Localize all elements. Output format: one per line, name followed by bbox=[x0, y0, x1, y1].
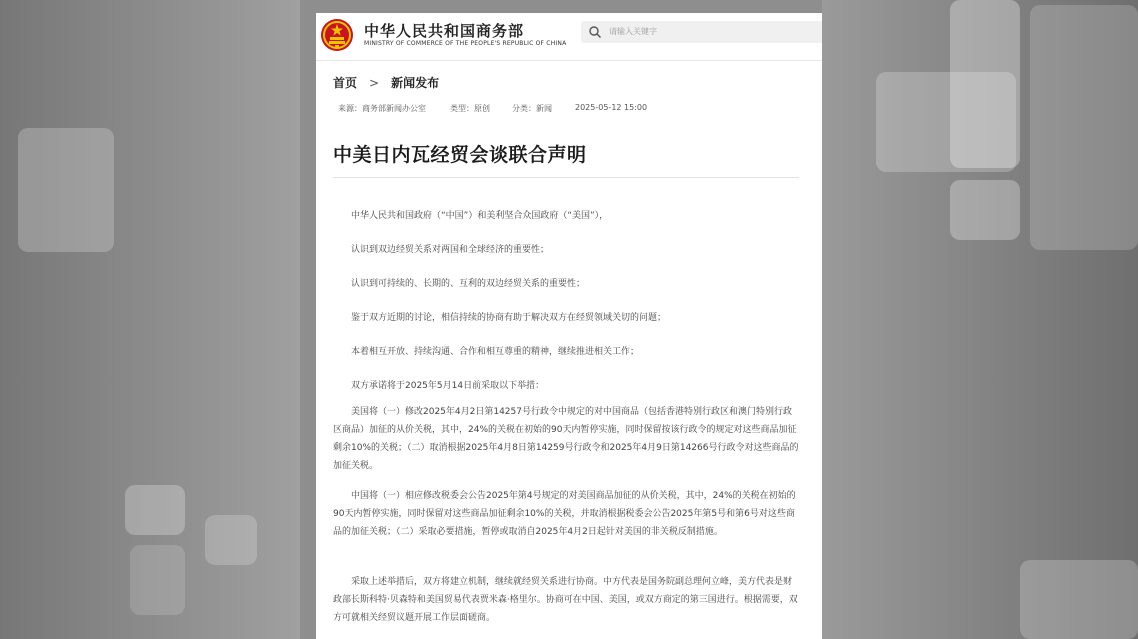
search-input[interactable]: 请输入关键字 bbox=[609, 27, 657, 36]
article-paragraph: 认识到可持续的、长期的、互利的双边经贸关系的重要性； bbox=[351, 279, 586, 289]
meta-type: 类型：原创 bbox=[450, 104, 490, 113]
article-paragraph: 双方承诺将于2025年5月14日前采取以下举措： bbox=[351, 381, 545, 391]
breadcrumb-home-link[interactable]: 首页 bbox=[333, 76, 358, 90]
background-tile bbox=[18, 128, 114, 252]
article-paragraph: 中国将（一）相应修改税委会公告2025年第4号规定的对美国商品加征的从价关税，其中，24%的关税在初始的90天内暂停实施，同时保留对这些商品加征剩余10%的关税，并取消根据税委会公告2025年第5号和第6号对这些商品的加征关税；（二）采取必要措施，暂停或取消自2025年4月2日起针对美国的非关税反制措施。 bbox=[333, 491, 796, 537]
article-title: 中美日内瓦经贸会谈联合声明 bbox=[333, 144, 587, 166]
breadcrumb-news-link[interactable]: 新闻发布 bbox=[391, 76, 440, 90]
national-emblem-icon[interactable] bbox=[320, 18, 354, 52]
article-paragraph: 本着相互开放、持续沟通、合作和相互尊重的精神，继续推进相关工作； bbox=[351, 347, 640, 357]
search-icon[interactable] bbox=[588, 25, 602, 39]
article-page bbox=[316, 13, 822, 639]
background-tile bbox=[205, 515, 257, 565]
background-tile bbox=[125, 485, 185, 535]
meta-source: 来源：商务部新闻办公室 bbox=[338, 104, 426, 113]
article-paragraph: 美国将（一）修改2025年4月2日第14257号行政令中规定的对中国商品（包括香港特别行政区和澳门特别行政区商品）加征的从价关税，其中，24%的关税在初始的90天内暂停实施，同时保留按该行政令的规定对这些商品加征剩余10%的关税；（二）取消根据2025年4月8日第14259号行政令和2025年4月9日第14266号行政令对这些商品的加征关税。 bbox=[333, 407, 799, 471]
meta-category: 分类：新闻 bbox=[512, 104, 552, 113]
site-name-en: MINISTRY OF COMMERCE OF THE PEOPLE'S REPUBLIC OF CHINA bbox=[364, 40, 567, 47]
search-box[interactable] bbox=[581, 21, 822, 43]
background-tile bbox=[1030, 5, 1138, 250]
background-tile bbox=[950, 180, 1020, 240]
background-tile bbox=[950, 0, 1020, 168]
header-divider bbox=[316, 60, 822, 61]
article-paragraph: 鉴于双方近期的讨论，相信持续的协商有助于解决双方在经贸领域关切的问题； bbox=[351, 313, 667, 323]
title-divider bbox=[333, 177, 799, 178]
background-tile bbox=[1020, 560, 1138, 639]
article-paragraph: 采取上述举措后，双方将建立机制，继续就经贸关系进行协商。中方代表是国务院副总理何立峰，美方代表是财政部长斯科特·贝森特和美国贸易代表贾米森·格里尔。协商可在中国、美国，或双方商定的第三国进行。根据需要，双方可就相关经贸议题开展工作层面磋商。 bbox=[333, 577, 798, 623]
breadcrumb-separator: > bbox=[369, 76, 380, 90]
article-paragraph: 认识到双边经贸关系对两国和全球经济的重要性； bbox=[351, 245, 550, 255]
breadcrumb bbox=[333, 74, 439, 91]
background-tile bbox=[130, 545, 185, 615]
article-paragraph: 中华人民共和国政府（“中国”）和美利坚合众国政府（“美国”）， bbox=[351, 211, 609, 221]
site-name-cn[interactable]: 中华人民共和国商务部 bbox=[364, 22, 525, 40]
meta-datetime: 2025-05-12 15:00 bbox=[575, 103, 648, 112]
site-header bbox=[316, 13, 822, 61]
